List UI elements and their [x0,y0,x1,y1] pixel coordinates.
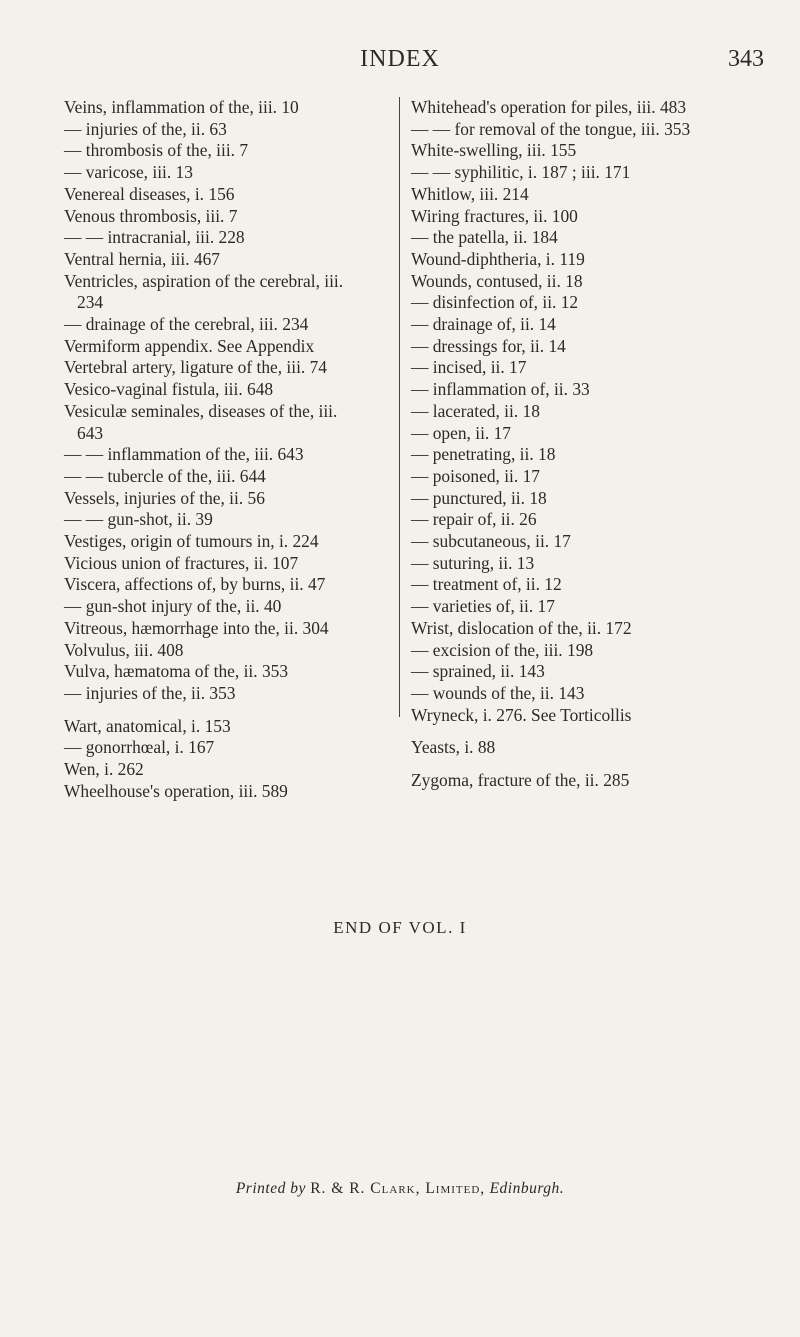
index-entry: Wheelhouse's operation, iii. 589 [64,780,288,801]
index-entry: — repair of, ii. 26 [411,509,537,530]
index-entry: Vermiform appendix. See Appendix [64,335,315,356]
index-entry: — — syphilitic, i. 187 ; iii. 171 [411,162,631,183]
printer-imprint [0,1180,800,1198]
index-entry: — suturing, ii. 13 [411,552,535,573]
index-column-right [399,97,767,791]
index-entry: White-swelling, iii. 155 [411,140,577,161]
index-entry: Wen, i. 262 [64,759,144,780]
index-entry: — punctured, ii. 18 [411,487,547,508]
page-title: INDEX [360,46,440,72]
index-entry: — treatment of, ii. 12 [411,574,562,595]
index-entry: Zygoma, fracture of the, ii. 285 [411,770,630,791]
page-number: 343 [728,46,764,72]
index-entry: — injuries of the, ii. 63 [64,118,227,139]
index-entry: Vesiculæ seminales, diseases of the, iii. [64,400,338,421]
index-entry: Ventricles, aspiration of the cerebral, iii. [64,270,344,291]
index-entry: — gun-shot injury of the, ii. 40 [64,596,282,617]
index-entry: — — gun-shot, ii. 39 [64,509,213,530]
index-entry: Wryneck, i. 276. See Torticollis [411,704,632,725]
index-column-left [64,97,394,803]
index-entry: Wart, anatomical, i. 153 [64,715,231,736]
index-entry: — dressings for, ii. 14 [411,335,566,356]
index-entry-continuation: 234 [77,292,104,313]
imprint-printer: R. & R. Clark, Limited, [310,1180,486,1197]
index-entry: Vicious union of fractures, ii. 107 [64,552,299,573]
index-entry: Volvulus, iii. 408 [64,639,184,660]
index-entry: Whitehead's operation for piles, iii. 483 [411,97,687,117]
index-entry: — — tubercle of the, iii. 644 [64,465,266,486]
index-entry: Viscera, affections of, by burns, ii. 47 [64,574,326,595]
index-entry: — poisoned, ii. 17 [411,465,540,486]
index-entry: — — intracranial, iii. 228 [64,227,245,248]
index-entry: — penetrating, ii. 18 [411,444,556,465]
index-entry: Ventral hernia, iii. 467 [64,248,220,269]
index-entry-continuation: 643 [77,422,104,443]
end-of-volume: END OF VOL. I [333,918,467,937]
index-entry: Vitreous, hæmorrhage into the, ii. 304 [64,617,329,638]
index-entry: — — inflammation of the, iii. 643 [64,444,304,465]
index-entry: — drainage of the cerebral, iii. 234 [64,314,309,335]
index-entry: Wound-diphtheria, i. 119 [411,248,585,269]
index-entry: Vessels, injuries of the, ii. 56 [64,487,265,508]
index-entry: — sprained, ii. 143 [411,661,545,682]
index-entry: — the patella, ii. 184 [411,227,558,248]
index-entry: — varieties of, ii. 17 [411,596,555,617]
index-entry: — varicose, iii. 13 [64,162,193,183]
section-gap [411,726,767,737]
index-entry: — — for removal of the tongue, iii. 353 [411,118,691,139]
index-entry: Veins, inflammation of the, iii. 10 [64,97,299,117]
index-entry: Wrist, dislocation of the, ii. 172 [411,617,632,638]
index-entry: — wounds of the, ii. 143 [411,682,585,703]
index-entry: Yeasts, i. 88 [411,737,496,758]
index-entry: — injuries of the, ii. 353 [64,682,236,703]
index-entry: — inflammation of, ii. 33 [411,379,590,400]
index-entry: Vesico-vaginal fistula, iii. 648 [64,379,274,400]
index-entry: — incised, ii. 17 [411,357,527,378]
index-entry: Wounds, contused, ii. 18 [411,270,583,291]
index-entry: — lacerated, ii. 18 [411,400,540,421]
section-gap [411,759,767,770]
index-entry: Whitlow, iii. 214 [411,183,529,204]
index-entry: Venous thrombosis, iii. 7 [64,205,238,226]
index-entry: Vestiges, origin of tumours in, i. 224 [64,531,319,552]
imprint-city: Edinburgh. [489,1180,565,1197]
index-entry: Vertebral artery, ligature of the, iii. 74 [64,357,328,378]
index-entry: Venereal diseases, i. 156 [64,183,235,204]
index-entry: — drainage of, ii. 14 [411,314,556,335]
index-entry: — subcutaneous, ii. 17 [411,531,571,552]
imprint-printed-by: Printed by [235,1180,306,1197]
index-entry: Wiring fractures, ii. 100 [411,205,578,226]
index-entry: — excision of the, iii. 198 [411,639,594,660]
index-entry: — gonorrhœal, i. 167 [64,737,215,758]
index-entry: — disinfection of, ii. 12 [411,292,579,313]
index-entry: — open, ii. 17 [411,422,511,443]
index-entry: — thrombosis of the, iii. 7 [64,140,249,161]
index-entry: Vulva, hæmatoma of the, ii. 353 [64,661,289,682]
section-gap [64,705,394,716]
